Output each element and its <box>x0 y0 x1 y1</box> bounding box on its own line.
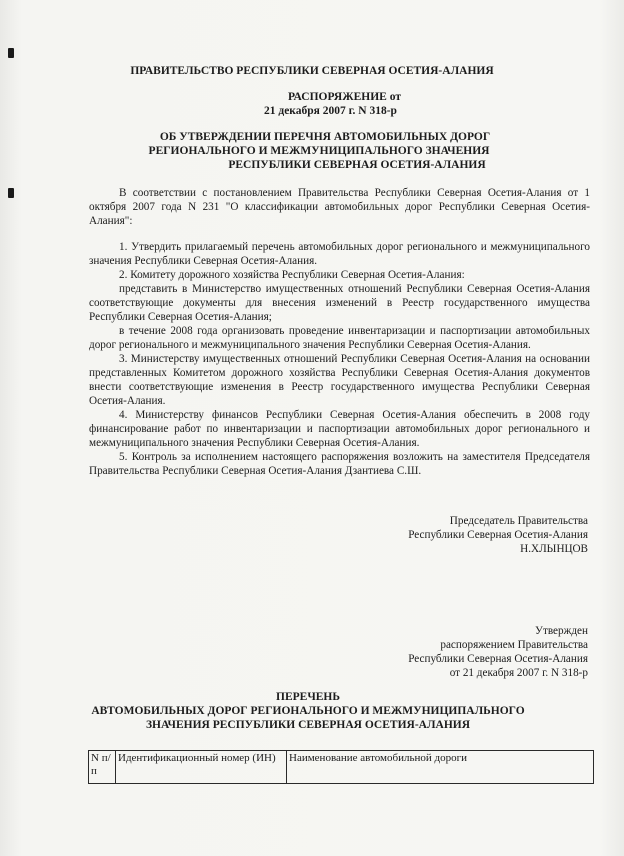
punch-hole-mark <box>8 48 14 58</box>
list-title-line: ПЕРЕЧЕНЬ <box>276 691 340 703</box>
approval-line: Республики Северная Осетия-Алания <box>408 653 588 665</box>
paragraph-2: 2. Комитету дорожного хозяйства Республики Северная Осетия-Алания: <box>119 269 465 281</box>
col-header-name: Наименование автомобильной дороги <box>287 751 594 784</box>
paragraph-1: 1. Утвердить прилагаемый перечень автомобильных дорог регионального и межмуниципального значения Республики Северная Осетия-Алания. <box>89 241 590 267</box>
paragraph-5: 5. Контроль за исполнением настоящего распоряжения возложить на заместителя Председателя Правительства Республики Северная Осетия-Алания Дзантиева С.Ш. <box>89 451 590 477</box>
list-title-line: ЗНАЧЕНИЯ РЕСПУБЛИКИ СЕВЕРНАЯ ОСЕТИЯ-АЛАНИЯ <box>145 719 471 731</box>
approval-block <box>408 624 588 680</box>
title-line: РЕГИОНАЛЬНОГО И МЕЖМУНИЦИПАЛЬНОГО ЗНАЧЕНИЯ <box>148 145 490 157</box>
document-title <box>0 130 624 172</box>
approval-line: от 21 декабря 2007 г. N 318-р <box>449 667 588 679</box>
paragraph-4: 4. Министерству финансов Республики Северная Осетия-Алания обеспечить в 2008 году финансирование работ по инвентаризации и паспортизации автомобильных дорог регионального и межмуниципального значения Республики Северная Осетия-Алания. <box>89 409 590 449</box>
signature-position: Председатель Правительства <box>449 515 588 527</box>
signature-region: Республики Северная Осетия-Алания <box>408 529 588 541</box>
title-line: ОБ УТВЕРЖДЕНИИ ПЕРЕЧНЯ АВТОМОБИЛЬНЫХ ДОРОГ <box>159 131 491 143</box>
paragraph-3: 3. Министерству имущественных отношений Республики Северная Осетия-Алания на основании представленных Комитетом дорожного хозяйства Республики Северная Осетия-Алания документов внести соответствующие изменения в Реестр государственного имущества Республики Северная Осетия-Алания. <box>89 353 590 407</box>
signature-name: Н.ХЛЫНЦОВ <box>520 543 588 555</box>
table-header-row <box>89 751 594 784</box>
doc-date: 21 декабря 2007 г. N 318-р <box>264 105 397 117</box>
government-heading: ПРАВИТЕЛЬСТВО РЕСПУБЛИКИ СЕВЕРНАЯ ОСЕТИЯ-АЛАНИЯ <box>130 65 494 77</box>
document-body <box>89 186 590 478</box>
col-header-number: N п/п <box>89 751 116 784</box>
title-line: РЕСПУБЛИКИ СЕВЕРНАЯ ОСЕТИЯ-АЛАНИЯ <box>228 159 486 171</box>
doc-type: РАСПОРЯЖЕНИЕ от <box>288 91 401 103</box>
punch-hole-mark <box>8 188 14 198</box>
paragraph-2b: в течение 2008 года организовать проведение инвентаризации и паспортизации автомобильных дорог регионального и межмуниципального значения Республики Северная Осетия-Алания. <box>89 325 590 351</box>
signature-block <box>408 514 588 556</box>
approval-line: Утвержден <box>535 625 588 637</box>
preamble: В соответствии с постановлением Правительства Республики Северная Осетия-Алания от 1 октября 2007 года N 231 "О классификации автомобильных дорог Республики Северная Осетия-Алания": <box>89 187 590 227</box>
list-title <box>0 690 624 732</box>
list-title-line: АВТОМОБИЛЬНЫХ ДОРОГ РЕГИОНАЛЬНОГО И МЕЖМУНИЦИПАЛЬНОГО <box>91 705 525 717</box>
roads-table <box>88 750 594 784</box>
approval-line: распоряжением Правительства <box>440 639 588 651</box>
paragraph-2a: представить в Министерство имущественных отношений Республики Северная Осетия-Алания соответствующие документы для внесения изменений в Реестр государственного имущества Республики Северная Осетия-Алания; <box>89 283 590 323</box>
col-header-id: Идентификационный номер (ИН) <box>116 751 287 784</box>
